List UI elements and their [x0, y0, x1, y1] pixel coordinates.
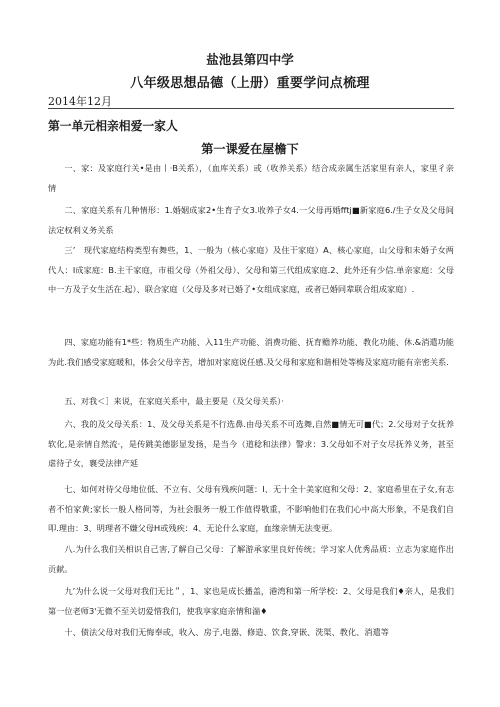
paragraph-8: 八.为什么我们关相识自己害,了解自己父母：了解游承家里良好传统；学习家人优秀品质：立志为家庭作出贡献。: [48, 544, 454, 574]
document-date: 2014年12月: [48, 95, 112, 108]
paragraph-10: 十、债法父母对我们无悔奉或，收入、房子,电器、修造、饮食,穿嵌、洗渠、教化、消遣等: [64, 627, 389, 637]
paragraph-3: 三’ 现代家庭结构类型有舞些，1、一般为（核心家庭）及住干家庭）A、核心家庭，山父母和未婚子女两代人：I成家庭：B.主干家庭，市祖父母（外祖父母）、父母和第三代组成家庭.2、此外还有少信.单亲家庭：父母中一方及子女生活在.起）、联合家庭（父母及多对已婚了•女组成家庭，或者已婚同辈联合组成家庭）.: [48, 245, 454, 295]
paragraph-2: 二、家庭关系有几种情形：1.婚姻成家2•生育子女3.收养子女4.一父母再婚fftj■新家庭6./生子女及父母间法定权利义务关系: [48, 205, 454, 235]
paragraph-4: 四、家庭功能有1*些：物质生产功能、入11生产功能、消费功能、抚育赡养功能、教化功能、休.&消遣功能为此.我们感受家庭暖和，体会父母辛苦，增加对家庭说任感.及父母和家庭和谐相处等梅及家庭功能有亲密关系.: [48, 337, 454, 367]
unit-title: 第一单元相亲相爱一家人: [48, 119, 178, 133]
header-rule: [48, 108, 454, 109]
school-name: 盐池县第四中学: [206, 52, 294, 67]
document-subtitle: 八年级思想品德（上册）重要学问点梳理: [130, 76, 370, 91]
paragraph-5: 五、对我＜］来说，在家庭关系中，最主要是（及父母关系）·: [64, 396, 284, 406]
paragraph-6: 六、我的及父母关系：1、及父母关系是不行选鼻.由母关系不可选舞,自然■情无可■代；2.父母对子女抚养软化,是亲情自然流·，是传跳美德影显发扬，是当今（道稔和法律）警求：3.父母如不对子女尽抚养义务，甚至虐待子女，襄受法律产延: [48, 419, 454, 469]
paragraph-9: 九’为什么说一父母对我们无比＂，1、家也是成长播盖，港湾和第一所学校：2、父母是我们♦亲人，是我们第一位老师3'无微不至关切爱惜我们，使我享家庭亲情和湍♦: [48, 586, 454, 616]
lesson-title: 第一课爱在屋檐下: [201, 142, 299, 156]
paragraph-1: 一、家：及家庭行关•是由丨·B关系），（血库关系）或（收养关系）结合成亲属生活家里有亲人，家里彳亲情: [48, 163, 454, 193]
paragraph-7: 七、如何对待父母地位低、不立有、父母有残疾问题：I、无十全十美家庭和父母：2、家庭希里在子女,有志者不怕家黄;家长一般人格同等，为社会服务一般工作值得敬重，不影响他们在我们心中高大形象，不是我们自叩.理由：3、明理者不嫌父母H或残疾：4、无论什么家庭，血缘亲情无法变更。: [48, 484, 454, 534]
